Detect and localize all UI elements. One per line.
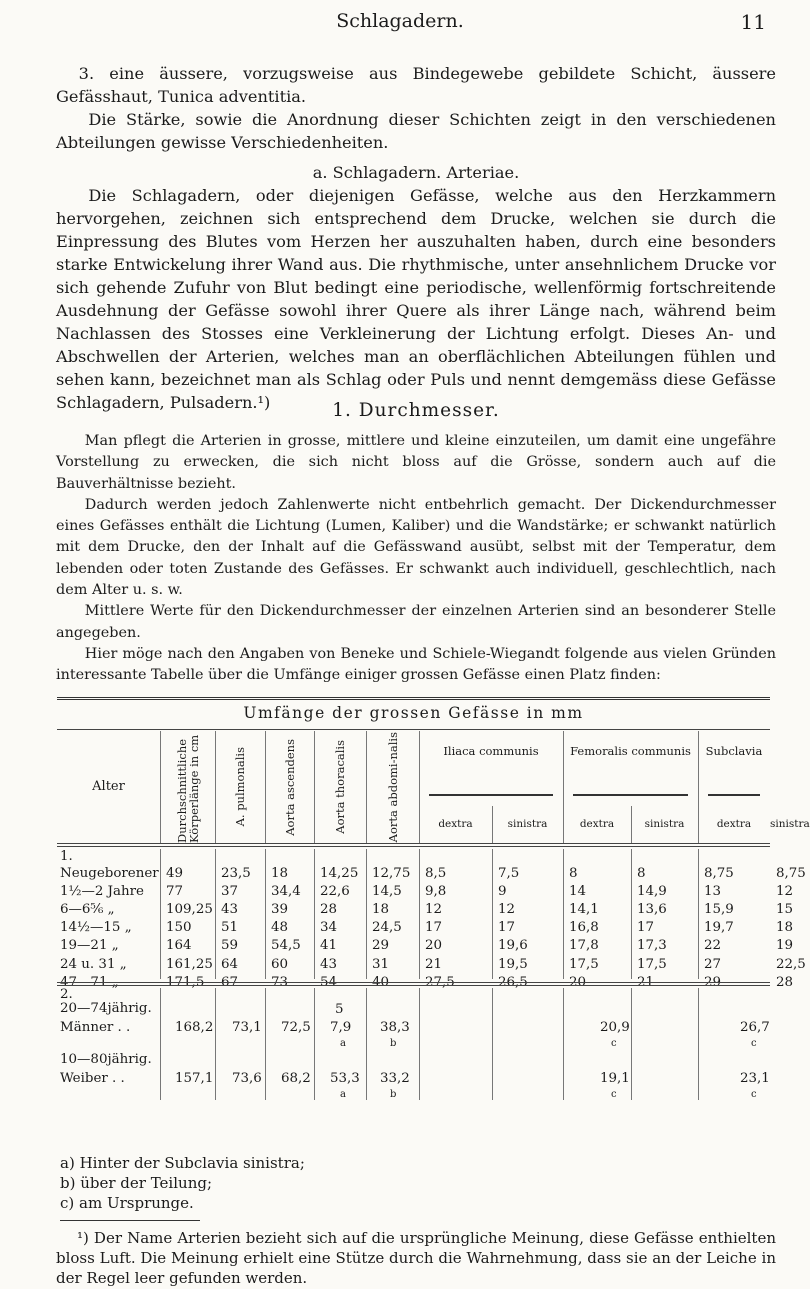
table-cell: 19—21 „ xyxy=(60,938,119,954)
section-1-heading: 1. Durchmesser. xyxy=(332,400,500,421)
table-head-rule xyxy=(57,729,770,730)
table-cell: 7,9 xyxy=(330,1020,352,1035)
table-cell: 20 xyxy=(425,938,443,954)
table-cell: 21 xyxy=(425,956,443,972)
table-cell: 17 xyxy=(498,920,516,936)
table-cell: 18 xyxy=(776,920,794,936)
table-cell: 9,8 xyxy=(425,884,447,900)
table-cell: 22,5 xyxy=(776,956,806,972)
group-1: Femoralis communis xyxy=(570,744,691,758)
table-cell: 12 xyxy=(498,902,516,918)
col-separator xyxy=(563,988,564,1100)
page-header xyxy=(0,10,800,40)
table-cell: 31 xyxy=(372,956,390,972)
part-2-label: 2. xyxy=(60,987,73,1002)
table-cell: 12,75 xyxy=(372,866,411,881)
subheader-dextra: dextra xyxy=(716,818,752,830)
table-cell: 6—6⁵⁄₆ „ xyxy=(60,902,115,918)
part-1-bottom-rule xyxy=(57,982,770,983)
intro-item-3 xyxy=(56,62,776,154)
table-cell: 17,5 xyxy=(637,956,667,972)
section-1-p4: Hier möge nach den Angaben von Beneke und Schiele-Wiegandt folgende aus vielen Gründen interessante Tabelle über die Umfänge einiger grossen Gefässe einen Platz finden: xyxy=(56,645,776,684)
intro-p1: 3. eine äussere, vorzugsweise aus Bindegewebe gebildete Schicht, äussere Gefässhaut, Tunica adventitia. xyxy=(56,64,776,106)
table-cell: 157,1 xyxy=(175,1071,214,1086)
footnote: ¹) Der Name Arterien bezieht sich auf die ursprüngliche Meinung, diese Gefässe enthielten bloss Luft. Die Meinung erhielt eine Stütze durch die Wahrnehmung, dass sie an der Leiche in der Regel leer gefunden werden. xyxy=(56,1229,776,1287)
table-cell: 168,2 xyxy=(175,1020,214,1035)
col-separator xyxy=(698,849,699,979)
col-separator xyxy=(314,849,315,979)
header-label: Durchschnittliche Körperlänge in cm xyxy=(174,734,201,843)
table-cell: 20,9 xyxy=(600,1020,630,1035)
header-label: Aorta ascendens xyxy=(282,738,297,836)
table-cell: 18 xyxy=(271,866,289,881)
table-cell: 8,75 xyxy=(776,866,806,881)
col-separator xyxy=(160,988,161,1100)
table-cell: 48 xyxy=(271,920,289,936)
header-label: A. pulmonalis xyxy=(233,747,247,827)
table-cell: 28 xyxy=(320,902,338,918)
table-cell: 59 xyxy=(221,938,239,954)
header-3 xyxy=(265,731,314,843)
subheader-sinistra: sinistra xyxy=(507,818,548,830)
footnote-rule xyxy=(60,1220,200,1221)
col-separator xyxy=(215,849,216,979)
note-a: a) Hinter der Subclavia sinistra; xyxy=(60,1154,305,1172)
col-separator xyxy=(492,849,493,979)
subheader-dextra: dextra xyxy=(438,818,473,830)
col-separator xyxy=(265,849,266,979)
table-cell: 13 xyxy=(704,884,722,900)
table-cell: 34 xyxy=(320,920,338,936)
table-cell: 53,3 xyxy=(330,1071,360,1086)
table-cell: 60 xyxy=(271,956,289,972)
header-label: Aorta thoracalis xyxy=(333,740,347,834)
table-cell: 73 xyxy=(271,974,289,990)
header-5 xyxy=(366,731,419,843)
table-cell: 33,2 xyxy=(380,1071,410,1086)
table-cell: 164 xyxy=(166,938,192,954)
table-cell: 15,9 xyxy=(704,902,734,918)
note-mark: c xyxy=(611,1089,617,1100)
table-cell: 77 xyxy=(166,884,184,900)
part-1-label: 1. xyxy=(60,849,73,864)
table-cell: 54,5 xyxy=(271,938,301,954)
col-separator xyxy=(366,849,367,979)
note-mark: c xyxy=(611,1038,617,1049)
header-1 xyxy=(160,731,215,843)
section-1-body xyxy=(56,431,776,687)
table-top-rule xyxy=(57,697,770,700)
table-cell: 14,1 xyxy=(569,902,599,918)
group-2: Subclavia xyxy=(705,744,763,758)
table-cell: Neugeborener xyxy=(60,866,159,881)
note-mark: a xyxy=(340,1038,346,1049)
table-cell: 73,6 xyxy=(232,1071,262,1086)
table-cell: 8,75 xyxy=(704,866,734,881)
note-mark: a xyxy=(340,1089,346,1100)
table-cell: 51 xyxy=(221,920,239,936)
table-cell: 24,5 xyxy=(372,920,402,936)
table-cell: 64 xyxy=(221,956,239,972)
subheader-sinistra: sinistra xyxy=(644,818,685,830)
table-cell: 13,6 xyxy=(637,902,667,918)
table-cell: 23,5 xyxy=(221,866,251,881)
table-cell: 8 xyxy=(637,866,646,881)
table-cell: 7,5 xyxy=(498,866,520,881)
col-separator xyxy=(366,988,367,1100)
table-caption: Umfänge der grossen Gefässe in mm xyxy=(243,704,584,722)
row-age: 10—80jährig. xyxy=(60,1052,152,1067)
col-separator xyxy=(215,988,216,1100)
table-cell: 19,5 xyxy=(498,956,528,972)
table-cell: 47—71 „ xyxy=(60,974,119,990)
table-cell: 22,6 xyxy=(320,884,350,900)
table-cell: 16,8 xyxy=(569,920,599,936)
table-cell: 12 xyxy=(776,884,794,900)
table-cell: 20 xyxy=(569,974,587,990)
table-cell: 15 xyxy=(776,902,794,918)
table-cell: 54 xyxy=(320,974,338,990)
subheader-sinistra: sinistra xyxy=(770,818,810,830)
table-cell: 39 xyxy=(271,902,289,918)
note-c: c) am Ursprunge. xyxy=(60,1194,194,1212)
table-cell: 49 xyxy=(166,866,184,881)
note-mark: c xyxy=(751,1038,757,1049)
group-brace xyxy=(429,794,553,804)
col-separator xyxy=(492,988,493,1100)
table-cell: 161,25 xyxy=(166,956,213,972)
table-cell: 29 xyxy=(704,974,722,990)
group-0: Iliaca communis xyxy=(443,744,539,758)
group-brace xyxy=(573,794,688,804)
table-cell: 8 xyxy=(569,866,578,881)
table-cell: 14,9 xyxy=(637,884,667,900)
section-1-p3: Mittlere Werte für den Dickendurchmesser der einzelnen Arterien sind an besonderer Stelle angegeben. xyxy=(56,603,776,641)
subheader-dextra: dextra xyxy=(579,818,615,830)
section-a-paragraph: Die Schlagadern, oder diejenigen Gefässe, welche aus den Herzkammern hervorgehen, zeichnen sich entsprechend dem Drucke, welchen sie durch die Einpressung des Blutes vom Herzen her auszuhalten haben, durch eine besonders starke Entwickelung ihrer Wand aus. Die rhythmische, unter ansehnlichem Drucke vor sich gehende Zufuhr von Blut bedingt eine periodische, wellenförmig fortschreitende Ausdehnung der Gefässe sowohl ihrer Quere als ihrer Länge nach, während beim Nachlassen des Stosses eine Verkleinerung der Lichtung erfolgt. Dieses An- und Abschwellen der Arterien, welches man an oberflächlichen Abteilungen fühlen und sehen kann, bezeichnet man als Schlag oder Puls und nennt demgemäss diese Gefässe Schlagadern, Pulsadern.¹) xyxy=(56,186,776,412)
header-4 xyxy=(314,731,366,843)
table-cell: 19,7 xyxy=(704,920,734,936)
table-cell: 8,5 xyxy=(425,866,447,881)
running-head: Schlagadern. xyxy=(336,10,464,32)
col-separator xyxy=(265,988,266,1100)
row-sex: Weiber . . xyxy=(60,1071,125,1086)
table-cell: 14,25 xyxy=(320,866,359,881)
table-cell: 17 xyxy=(425,920,443,936)
table-cell: 19,6 xyxy=(498,938,528,954)
table-cell: 38,3 xyxy=(380,1020,410,1035)
section-1-p2: Dadurch werden jedoch Zahlenwerte nicht entbehrlich gemacht. Der Dickendurchmesser eines Gefässes enthält die Lichtung (Lumen, Kaliber) und die Wandstärke; er schwankt natürlich mit dem Drucke, den der Inhalt auf die Gefässwand ausübt, selbst mit der Temperatur, dem lebenden oder toten Zustande des Gefässes. Er schwankt auch individuell, geschlechtlich, nach dem Alter u. s. w. xyxy=(56,496,776,599)
table-cell: 27,5 xyxy=(425,974,455,990)
table-cell: 17,3 xyxy=(637,938,667,954)
header-bottom-rule-2 xyxy=(57,846,770,847)
table-cell: 19 xyxy=(776,938,794,954)
col-separator xyxy=(631,849,632,979)
section-a-heading: a. Schlagadern. Arteriae. xyxy=(312,163,520,182)
table-cell: 17 xyxy=(637,920,655,936)
table-cell: 14,5 xyxy=(372,884,402,900)
header-alter: Alter xyxy=(92,779,125,794)
part-1-bottom-rule-2 xyxy=(57,985,770,986)
table-cell: 43 xyxy=(221,902,239,918)
header-bottom-rule xyxy=(57,843,770,844)
col-separator xyxy=(631,988,632,1100)
row-sex: Männer . . xyxy=(60,1020,131,1035)
table-cell: 150 xyxy=(166,920,192,936)
intro-p2: Die Stärke, sowie die Anordnung dieser Schichten zeigt in den verschiedenen Abteilungen gewisse Verschiedenheiten. xyxy=(56,110,776,152)
table-cell: 40 xyxy=(372,974,390,990)
table-cell: 73,1 xyxy=(232,1020,262,1035)
table-cell: 21 xyxy=(637,974,655,990)
table-cell: 23,1 xyxy=(740,1071,770,1086)
table-cell: 171,5 xyxy=(166,974,205,990)
table-cell: 14 xyxy=(569,884,587,900)
table-cell: 1½—2 Jahre xyxy=(60,884,144,900)
table-cell: 72,5 xyxy=(281,1020,311,1035)
table-cell: 43 xyxy=(320,956,338,972)
table-cell: 17,5 xyxy=(569,956,599,972)
note-b: b) über der Teilung; xyxy=(60,1174,213,1192)
col-separator xyxy=(314,988,315,1100)
table-cell: 34,4 xyxy=(271,884,301,900)
table-cell: 26,5 xyxy=(498,974,528,990)
table-cell: 109,25 xyxy=(166,902,213,918)
table-cell: 27 xyxy=(704,956,722,972)
table-cell: 28 xyxy=(776,974,794,990)
table-cell: 26,7 xyxy=(740,1020,770,1035)
table-cell: 12 xyxy=(425,902,443,918)
table-cell: 5 xyxy=(335,1002,344,1017)
table-cell: 19,1 xyxy=(600,1071,630,1086)
table-cell: 9 xyxy=(498,884,507,900)
header-2 xyxy=(215,731,265,843)
section-1-p1: Man pflegt die Arterien in grosse, mittlere und kleine einzuteilen, um damit eine ungefähre Vorstellung zu erwecken, die sich nicht bloss auf die Grösse, sondern auch auf die Bauverhältnisse bezieht. xyxy=(56,433,776,492)
note-mark: b xyxy=(390,1089,397,1100)
note-mark: b xyxy=(390,1038,397,1049)
table-cell: 18 xyxy=(372,902,390,918)
row-age: 20—74jährig. xyxy=(60,1001,152,1016)
group-brace xyxy=(708,794,760,804)
page-number: 11 xyxy=(740,10,766,34)
table-cell: 22 xyxy=(704,938,722,954)
table-cell: 17,8 xyxy=(569,938,599,954)
table-cell: 37 xyxy=(221,884,239,900)
col-separator xyxy=(419,849,420,979)
col-separator xyxy=(160,849,161,979)
table-cell: 68,2 xyxy=(281,1071,311,1086)
table-cell: 41 xyxy=(320,938,338,954)
col-separator xyxy=(419,988,420,1100)
header-label: Aorta abdomi-nalis xyxy=(385,731,400,843)
table-notes xyxy=(60,1153,775,1213)
note-mark: c xyxy=(751,1089,757,1100)
table-cell: 14½—15 „ xyxy=(60,920,132,936)
col-separator xyxy=(698,988,699,1100)
col-separator xyxy=(563,849,564,979)
table-cell: 67 xyxy=(221,974,239,990)
table-cell: 29 xyxy=(372,938,390,954)
table-cell: 24 u. 31 „ xyxy=(60,956,127,972)
